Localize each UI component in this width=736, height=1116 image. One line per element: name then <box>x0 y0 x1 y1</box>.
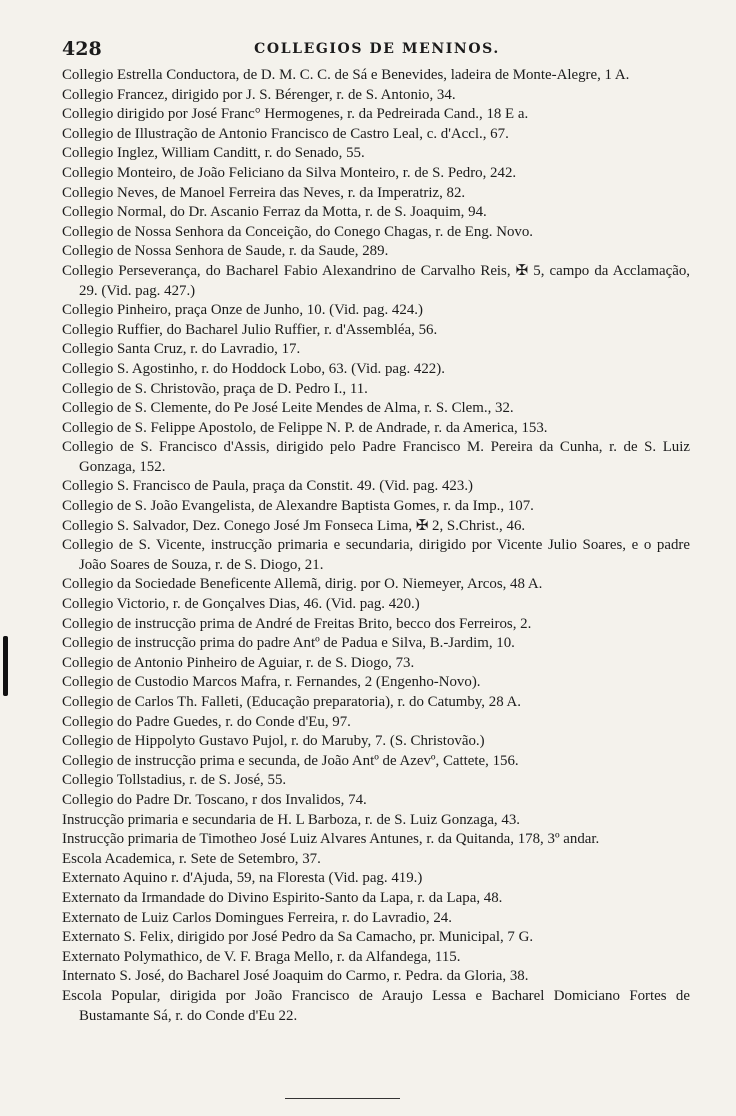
list-item: Collegio dirigido por José Franc° Hermogenes, r. da Pedreirada Cand., 18 E a. <box>62 106 529 123</box>
margin-ink-mark <box>3 636 8 696</box>
page-header <box>62 38 692 64</box>
list-item: Collegio de Nossa Senhora de Saude, r. da Saude, 289. <box>62 243 389 260</box>
list-item: Collegio Neves, de Manoel Ferreira das Neves, r. da Imperatriz, 82. <box>62 184 466 201</box>
list-item: Collegio S. Agostinho, r. do Hoddock Lobo, 63. (Vid. pag. 422). <box>62 360 445 377</box>
list-item: Collegio da Sociedade Beneficente Allemã, dirig. por O. Niemeyer, Arcos, 48 A. <box>62 576 543 593</box>
list-item: Instrucção primaria de Timotheo José Luiz Alvares Antunes, r. da Quitanda, 178, 3º andar. <box>62 831 600 848</box>
list-item: Escola Academica, r. Sete de Setembro, 37. <box>62 850 321 867</box>
list-item: Collegio de S. Francisco d'Assis, dirigido pelo Padre Francisco M. Pereira da Cunha, r. de S. Luiz Gonzaga, 152. <box>62 439 690 475</box>
list-item: Collegio de instrucção prima e secunda, de João Antº de Azevº, Cattete, 156. <box>62 752 519 769</box>
list-item: Collegio Monteiro, de João Feliciano da Silva Monteiro, r. de S. Pedro, 242. <box>62 164 517 181</box>
list-item: Collegio de Carlos Th. Falleti, (Educação preparatoria), r. do Catumby, 28 A. <box>62 694 522 710</box>
page-number: 428 <box>62 38 102 60</box>
list-item: Externato de Luiz Carlos Domingues Ferreira, r. do Lavradio, 24. <box>62 909 452 926</box>
list-item: Collegio S. Francisco de Paula, praça da Constit. 49. (Vid. pag. 423.) <box>62 478 474 495</box>
list-item: Collegio Tollstadius, r. de S. José, 55. <box>62 772 287 789</box>
list-item: Collegio Victorio, r. de Gonçalves Dias, 46. (Vid. pag. 420.) <box>62 596 420 613</box>
list-item: Externato da Irmandade do Divino Espirito-Santo da Lapa, r. da Lapa, 48. <box>62 889 503 906</box>
list-item: Collegio de Nossa Senhora da Conceição, do Conego Chagas, r. de Eng. Novo. <box>62 223 534 240</box>
entry-list <box>62 66 690 1026</box>
list-item: Collegio do Padre Dr. Toscano, r dos Invalidos, 74. <box>62 791 367 808</box>
list-item: Collegio S. Salvador, Dez. Conego José Jm Fonseca Lima, ✠ 2, S.Christ., 46. <box>62 517 526 534</box>
running-title: COLLEGIOS DE MENINOS. <box>254 41 500 57</box>
list-item: Instrucção primaria e secundaria de H. L Barboza, r. de S. Luiz Gonzaga, 43. <box>62 811 520 828</box>
list-item: Collegio Santa Cruz, r. do Lavradio, 17. <box>62 341 301 358</box>
list-item: Collegio de S. Vicente, instrucção primaria e secundaria, dirigido por Vicente Julio Soares, e o padre João Soares de Souza, r. de S. Diogo, 21. <box>62 537 690 573</box>
list-item: Collegio Pinheiro, praça Onze de Junho, 10. (Vid. pag. 424.) <box>62 302 423 319</box>
list-item: Collegio Ruffier, do Bacharel Julio Ruffier, r. d'Assembléa, 56. <box>62 321 438 338</box>
list-item: Collegio de Custodio Marcos Mafra, r. Fernandes, 2 (Engenho-Novo). <box>62 674 481 691</box>
list-item: Collegio de S. Clemente, do Pe José Leite Mendes de Alma, r. S. Clem., 32. <box>62 400 514 417</box>
list-item: Collegio de instrucção prima de André de Freitas Brito, becco dos Ferreiros, 2. <box>62 615 532 632</box>
list-item: Collegio de instrucção prima do padre Antº de Padua e Silva, B.-Jardim, 10. <box>62 635 515 652</box>
list-item: Externato Polymathico, de V. F. Braga Mello, r. da Alfandega, 115. <box>62 948 461 965</box>
list-item: Collegio de S. João Evangelista, de Alexandre Baptista Gomes, r. da Imp., 107. <box>62 498 534 515</box>
list-item: Collegio do Padre Guedes, r. do Conde d'Eu, 97. <box>62 713 351 730</box>
list-item: Collegio Francez, dirigido por J. S. Bérenger, r. de S. Antonio, 34. <box>62 86 456 103</box>
list-item: Collegio de S. Christovão, praça de D. Pedro I., 11. <box>62 380 368 397</box>
list-item: Collegio Estrella Conductora, de D. M. C. C. de Sá e Benevides, ladeira de Monte-Alegre, 1 A. <box>62 67 630 83</box>
list-item: Collegio Perseverança, do Bacharel Fabio Alexandrino de Carvalho Reis, ✠ 5, campo da Acclamação, 29. (Vid. pag. 427.) <box>62 262 690 299</box>
list-item: Escola Popular, dirigida por João Francisco de Araujo Lessa e Bacharel Domiciano Fortes de Bustamante Sá, r. do Conde d'Eu 22. <box>62 987 690 1024</box>
list-item: Collegio Normal, do Dr. Ascanio Ferraz da Motta, r. de S. Joaquim, 94. <box>62 204 487 221</box>
closing-rule <box>285 1098 400 1099</box>
list-item: Collegio de Antonio Pinheiro de Aguiar, r. de S. Diogo, 73. <box>62 654 415 671</box>
list-item: Collegio de Hippolyto Gustavo Pujol, r. do Maruby, 7. (S. Christovão.) <box>62 733 485 750</box>
list-item: Collegio de S. Felippe Apostolo, de Felippe N. P. de Andrade, r. da America, 153. <box>62 419 548 436</box>
list-item: Internato S. José, do Bacharel José Joaquim do Carmo, r. Pedra. da Gloria, 38. <box>62 968 529 985</box>
list-item: Collegio de Illustração de Antonio Francisco de Castro Leal, c. d'Accl., 67. <box>62 125 509 142</box>
list-item: Externato S. Felix, dirigido por José Pedro da Sa Camacho, pr. Municipal, 7 G. <box>62 929 534 946</box>
list-item: Collegio Inglez, William Canditt, r. do Senado, 55. <box>62 145 365 162</box>
list-item: Externato Aquino r. d'Ajuda, 59, na Floresta (Vid. pag. 419.) <box>62 870 423 887</box>
